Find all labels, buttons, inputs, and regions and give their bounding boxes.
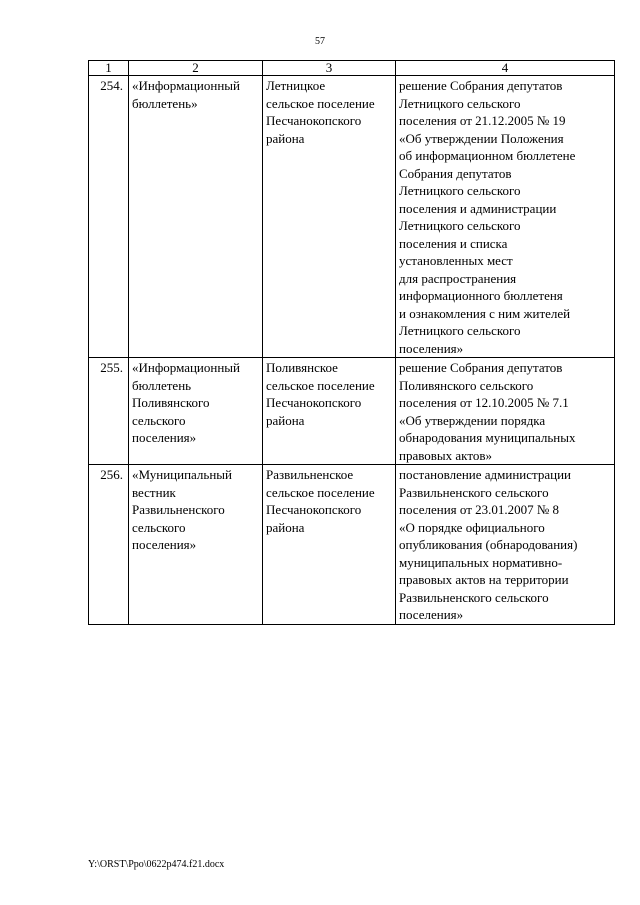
cell-line: решение Собрания депутатов bbox=[399, 78, 563, 93]
cell-line: района bbox=[266, 130, 305, 146]
cell-line: «Муниципальный bbox=[132, 467, 232, 482]
cell-line: Песчанокопского bbox=[266, 502, 362, 517]
cell-line: установленных мест bbox=[399, 253, 513, 268]
cell-line: информационного бюллетеня bbox=[399, 288, 563, 303]
cell-line: поселения» bbox=[399, 607, 464, 622]
legal-act-cell bbox=[396, 465, 615, 625]
cell-line: поселения» bbox=[132, 430, 197, 445]
table-body bbox=[89, 76, 615, 625]
cell-line: правовых актов на территории bbox=[399, 572, 569, 587]
cell-line: Собрания депутатов bbox=[399, 165, 512, 181]
cell-line: Летницкого сельского bbox=[399, 323, 521, 338]
legal-act-cell bbox=[396, 76, 615, 358]
municipality-cell bbox=[263, 76, 396, 358]
cell-line: сельского bbox=[132, 519, 186, 535]
publication-name-cell bbox=[129, 465, 263, 625]
document-file-path: Y:\ORST\Ppo\0622p474.f21.docx bbox=[88, 859, 225, 870]
publication-name-cell bbox=[129, 358, 263, 465]
registry-table bbox=[88, 60, 615, 625]
cell-line: сельское поселение bbox=[266, 484, 375, 500]
column-header-2: 2 bbox=[129, 61, 263, 76]
cell-line: Летницкого сельского bbox=[399, 218, 521, 233]
cell-line: муниципальных нормативно- bbox=[399, 554, 563, 570]
table-row bbox=[89, 358, 615, 465]
column-header-4: 4 bbox=[396, 61, 615, 76]
municipality-cell bbox=[263, 358, 396, 465]
cell-line: «Об утверждении Положения bbox=[399, 130, 564, 146]
cell-line: постановление администрации bbox=[399, 467, 572, 482]
row-number: 254. bbox=[89, 76, 129, 358]
cell-line: опубликования (обнародования) bbox=[399, 537, 578, 552]
cell-line: района bbox=[266, 519, 305, 535]
cell-line: Развильненское bbox=[266, 467, 354, 482]
cell-line: бюллетень» bbox=[132, 95, 198, 111]
cell-line: Песчанокопского bbox=[266, 113, 362, 128]
cell-line: сельское поселение bbox=[266, 95, 375, 111]
cell-line: поселения от 23.01.2007 № 8 bbox=[399, 502, 560, 517]
cell-line: сельского bbox=[132, 412, 186, 428]
cell-line: Развильненского сельского bbox=[399, 484, 549, 500]
cell-line: об информационном бюллетене bbox=[399, 148, 576, 163]
cell-line: Развильненского сельского bbox=[399, 589, 549, 605]
row-number: 255. bbox=[89, 358, 129, 465]
cell-line: и ознакомления с ним жителей bbox=[399, 305, 571, 321]
cell-line: Летницкого сельского bbox=[399, 95, 521, 111]
cell-line: для распространения bbox=[399, 270, 517, 286]
table-row bbox=[89, 76, 615, 358]
cell-line: Летницкое bbox=[266, 78, 326, 93]
municipality-cell bbox=[263, 465, 396, 625]
cell-line: Песчанокопского bbox=[266, 395, 362, 410]
cell-line: Поливянское bbox=[266, 360, 338, 375]
page-number: 57 bbox=[315, 36, 325, 47]
cell-line: сельское поселение bbox=[266, 377, 375, 393]
cell-line: «Об утверждении порядка bbox=[399, 412, 546, 428]
cell-line: Поливянского сельского bbox=[399, 377, 534, 393]
cell-line: поселения и администрации bbox=[399, 200, 557, 216]
cell-line: Развильненского bbox=[132, 502, 225, 517]
column-header-3: 3 bbox=[263, 61, 396, 76]
cell-line: поселения от 21.12.2005 № 19 bbox=[399, 113, 566, 128]
cell-line: поселения» bbox=[132, 537, 197, 552]
column-header-1: 1 bbox=[89, 61, 129, 76]
cell-line: бюллетень bbox=[132, 377, 192, 393]
row-number: 256. bbox=[89, 465, 129, 625]
cell-line: «Информационный bbox=[132, 360, 240, 375]
publication-name-cell bbox=[129, 76, 263, 358]
table-header-row bbox=[89, 61, 615, 76]
cell-line: поселения от 12.10.2005 № 7.1 bbox=[399, 395, 569, 410]
cell-line: Поливянского bbox=[132, 395, 210, 410]
cell-line: «Информационный bbox=[132, 78, 240, 93]
cell-line: решение Собрания депутатов bbox=[399, 360, 563, 375]
cell-line: обнародования муниципальных bbox=[399, 430, 576, 445]
cell-line: «О порядке официального bbox=[399, 519, 545, 535]
cell-line: вестник bbox=[132, 484, 176, 500]
cell-line: Летницкого сельского bbox=[399, 183, 521, 198]
table-row bbox=[89, 465, 615, 625]
cell-line: поселения и списка bbox=[399, 235, 508, 251]
cell-line: правовых актов» bbox=[399, 447, 492, 463]
legal-act-cell bbox=[396, 358, 615, 465]
cell-line: поселения» bbox=[399, 340, 464, 356]
cell-line: района bbox=[266, 412, 305, 428]
